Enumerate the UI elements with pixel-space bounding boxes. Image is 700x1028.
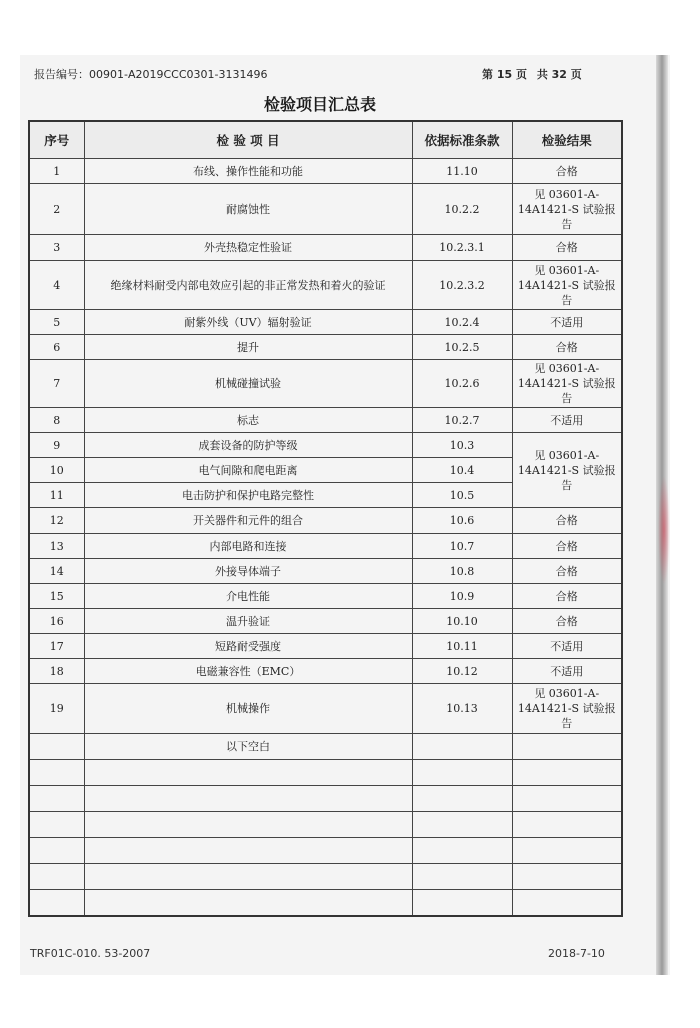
row-clause: 10.2.7: [412, 408, 512, 433]
row-result-merged: 见 03601-A-14A1421-S 试验报告: [512, 433, 622, 508]
row-clause: 10.2.5: [412, 335, 512, 360]
row-clause: 10.6: [412, 508, 512, 534]
row-no: 12: [29, 508, 84, 534]
row-item: 外接导体端子: [84, 559, 412, 584]
inspection-summary-table: [28, 120, 623, 917]
table-row: [29, 159, 622, 184]
row-result: 见 03601-A-14A1421-S 试验报告: [512, 184, 622, 235]
table-row: [29, 184, 622, 235]
row-no: 7: [29, 360, 84, 408]
row-no: 3: [29, 235, 84, 261]
row-clause: 10.4: [412, 458, 512, 483]
footer-date: 2018-7-10: [548, 947, 605, 960]
row-result: 合格: [512, 534, 622, 559]
row-clause: 10.7: [412, 534, 512, 559]
row-clause: 10.3: [412, 433, 512, 458]
row-no: 9: [29, 433, 84, 458]
row-item: 提升: [84, 335, 412, 360]
row-clause: 10.13: [412, 684, 512, 734]
row-result: 合格: [512, 235, 622, 261]
table-row-empty: [29, 812, 622, 838]
row-item: 绝缘材料耐受内部电效应引起的非正常发热和着火的验证: [84, 261, 412, 310]
page-title: 检验项目汇总表: [263, 95, 376, 114]
table-row: [29, 609, 622, 634]
row-item: 介电性能: [84, 584, 412, 609]
row-clause: 10.11: [412, 634, 512, 659]
row-result: 合格: [512, 159, 622, 184]
row-no: 5: [29, 310, 84, 335]
row-clause: 10.2.3.2: [412, 261, 512, 310]
row-item: 布线、操作性能和功能: [84, 159, 412, 184]
row-clause: 10.2.6: [412, 360, 512, 408]
row-result: 合格: [512, 335, 622, 360]
row-no: 18: [29, 659, 84, 684]
row-result: 不适用: [512, 310, 622, 335]
row-item: 温升验证: [84, 609, 412, 634]
row-result: 不适用: [512, 659, 622, 684]
table-row: [29, 261, 622, 310]
row-item: 外壳热稳定性验证: [84, 235, 412, 261]
row-clause: 10.5: [412, 483, 512, 508]
table-row: [29, 235, 622, 261]
table-row: [29, 508, 622, 534]
table-row-empty: [29, 838, 622, 864]
row-result: 不适用: [512, 634, 622, 659]
table-row: [29, 684, 622, 734]
table-row: [29, 734, 622, 760]
page-current: 第 15 页: [482, 68, 527, 81]
row-item: 电磁兼容性（EMC）: [84, 659, 412, 684]
row-clause: [412, 734, 512, 760]
row-result: 合格: [512, 609, 622, 634]
row-clause: 10.2.2: [412, 184, 512, 235]
page-total: 共 32 页: [536, 68, 582, 81]
row-item: 成套设备的防护等级: [84, 433, 412, 458]
header-result: 检验结果: [512, 121, 622, 159]
row-result: 见 03601-A-14A1421-S 试验报告: [512, 360, 622, 408]
row-clause: 10.10: [412, 609, 512, 634]
row-item: 电气间隙和爬电距离: [84, 458, 412, 483]
table-row: [29, 433, 622, 458]
table-row: [29, 408, 622, 433]
row-no: 14: [29, 559, 84, 584]
row-item: 标志: [84, 408, 412, 433]
row-no: [29, 734, 84, 760]
row-no: 4: [29, 261, 84, 310]
row-item: 耐腐蚀性: [84, 184, 412, 235]
row-result: 不适用: [512, 408, 622, 433]
table-row-empty: [29, 890, 622, 916]
row-no: 8: [29, 408, 84, 433]
row-clause: 10.9: [412, 584, 512, 609]
seal-stamp-edge: [658, 475, 670, 585]
table-row: [29, 335, 622, 360]
row-clause: 10.2.3.1: [412, 235, 512, 261]
row-item: 耐紫外线（UV）辐射验证: [84, 310, 412, 335]
row-item: 电击防护和保护电路完整性: [84, 483, 412, 508]
row-item: 短路耐受强度: [84, 634, 412, 659]
row-result: 合格: [512, 508, 622, 534]
header-no: 序号: [29, 121, 84, 159]
row-item: 以下空白: [84, 734, 412, 760]
table-row: [29, 559, 622, 584]
table-row: [29, 634, 622, 659]
row-no: 16: [29, 609, 84, 634]
table-row: [29, 584, 622, 609]
row-no: 2: [29, 184, 84, 235]
row-no: 11: [29, 483, 84, 508]
table-row: [29, 360, 622, 408]
table-header-row: [29, 121, 622, 159]
row-result: 见 03601-A-14A1421-S 试验报告: [512, 261, 622, 310]
table-row: [29, 659, 622, 684]
row-result: 合格: [512, 559, 622, 584]
row-result: 合格: [512, 584, 622, 609]
row-no: 6: [29, 335, 84, 360]
row-clause: 10.8: [412, 559, 512, 584]
row-no: 19: [29, 684, 84, 734]
row-no: 17: [29, 634, 84, 659]
row-item: 机械操作: [84, 684, 412, 734]
page-indicator: [482, 66, 588, 82]
row-item: 机械碰撞试验: [84, 360, 412, 408]
form-code: TRF01C-010. 53-2007: [30, 947, 151, 960]
header-item: 检 验 项 目: [84, 121, 412, 159]
table-row: [29, 534, 622, 559]
row-result: 见 03601-A-14A1421-S 试验报告: [512, 684, 622, 734]
table-row-empty: [29, 786, 622, 812]
row-result: [512, 734, 622, 760]
row-clause: 10.12: [412, 659, 512, 684]
report-number: 报告编号：00901-A2019CCC0301-3131496: [34, 68, 268, 81]
row-item: 内部电路和连接: [84, 534, 412, 559]
table-row-empty: [29, 864, 622, 890]
row-no: 15: [29, 584, 84, 609]
row-no: 1: [29, 159, 84, 184]
header-clause: 依据标准条款: [412, 121, 512, 159]
row-no: 10: [29, 458, 84, 483]
table-row: [29, 310, 622, 335]
row-clause: 11.10: [412, 159, 512, 184]
row-item: 开关器件和元件的组合: [84, 508, 412, 534]
row-clause: 10.2.4: [412, 310, 512, 335]
row-no: 13: [29, 534, 84, 559]
table-row-empty: [29, 760, 622, 786]
